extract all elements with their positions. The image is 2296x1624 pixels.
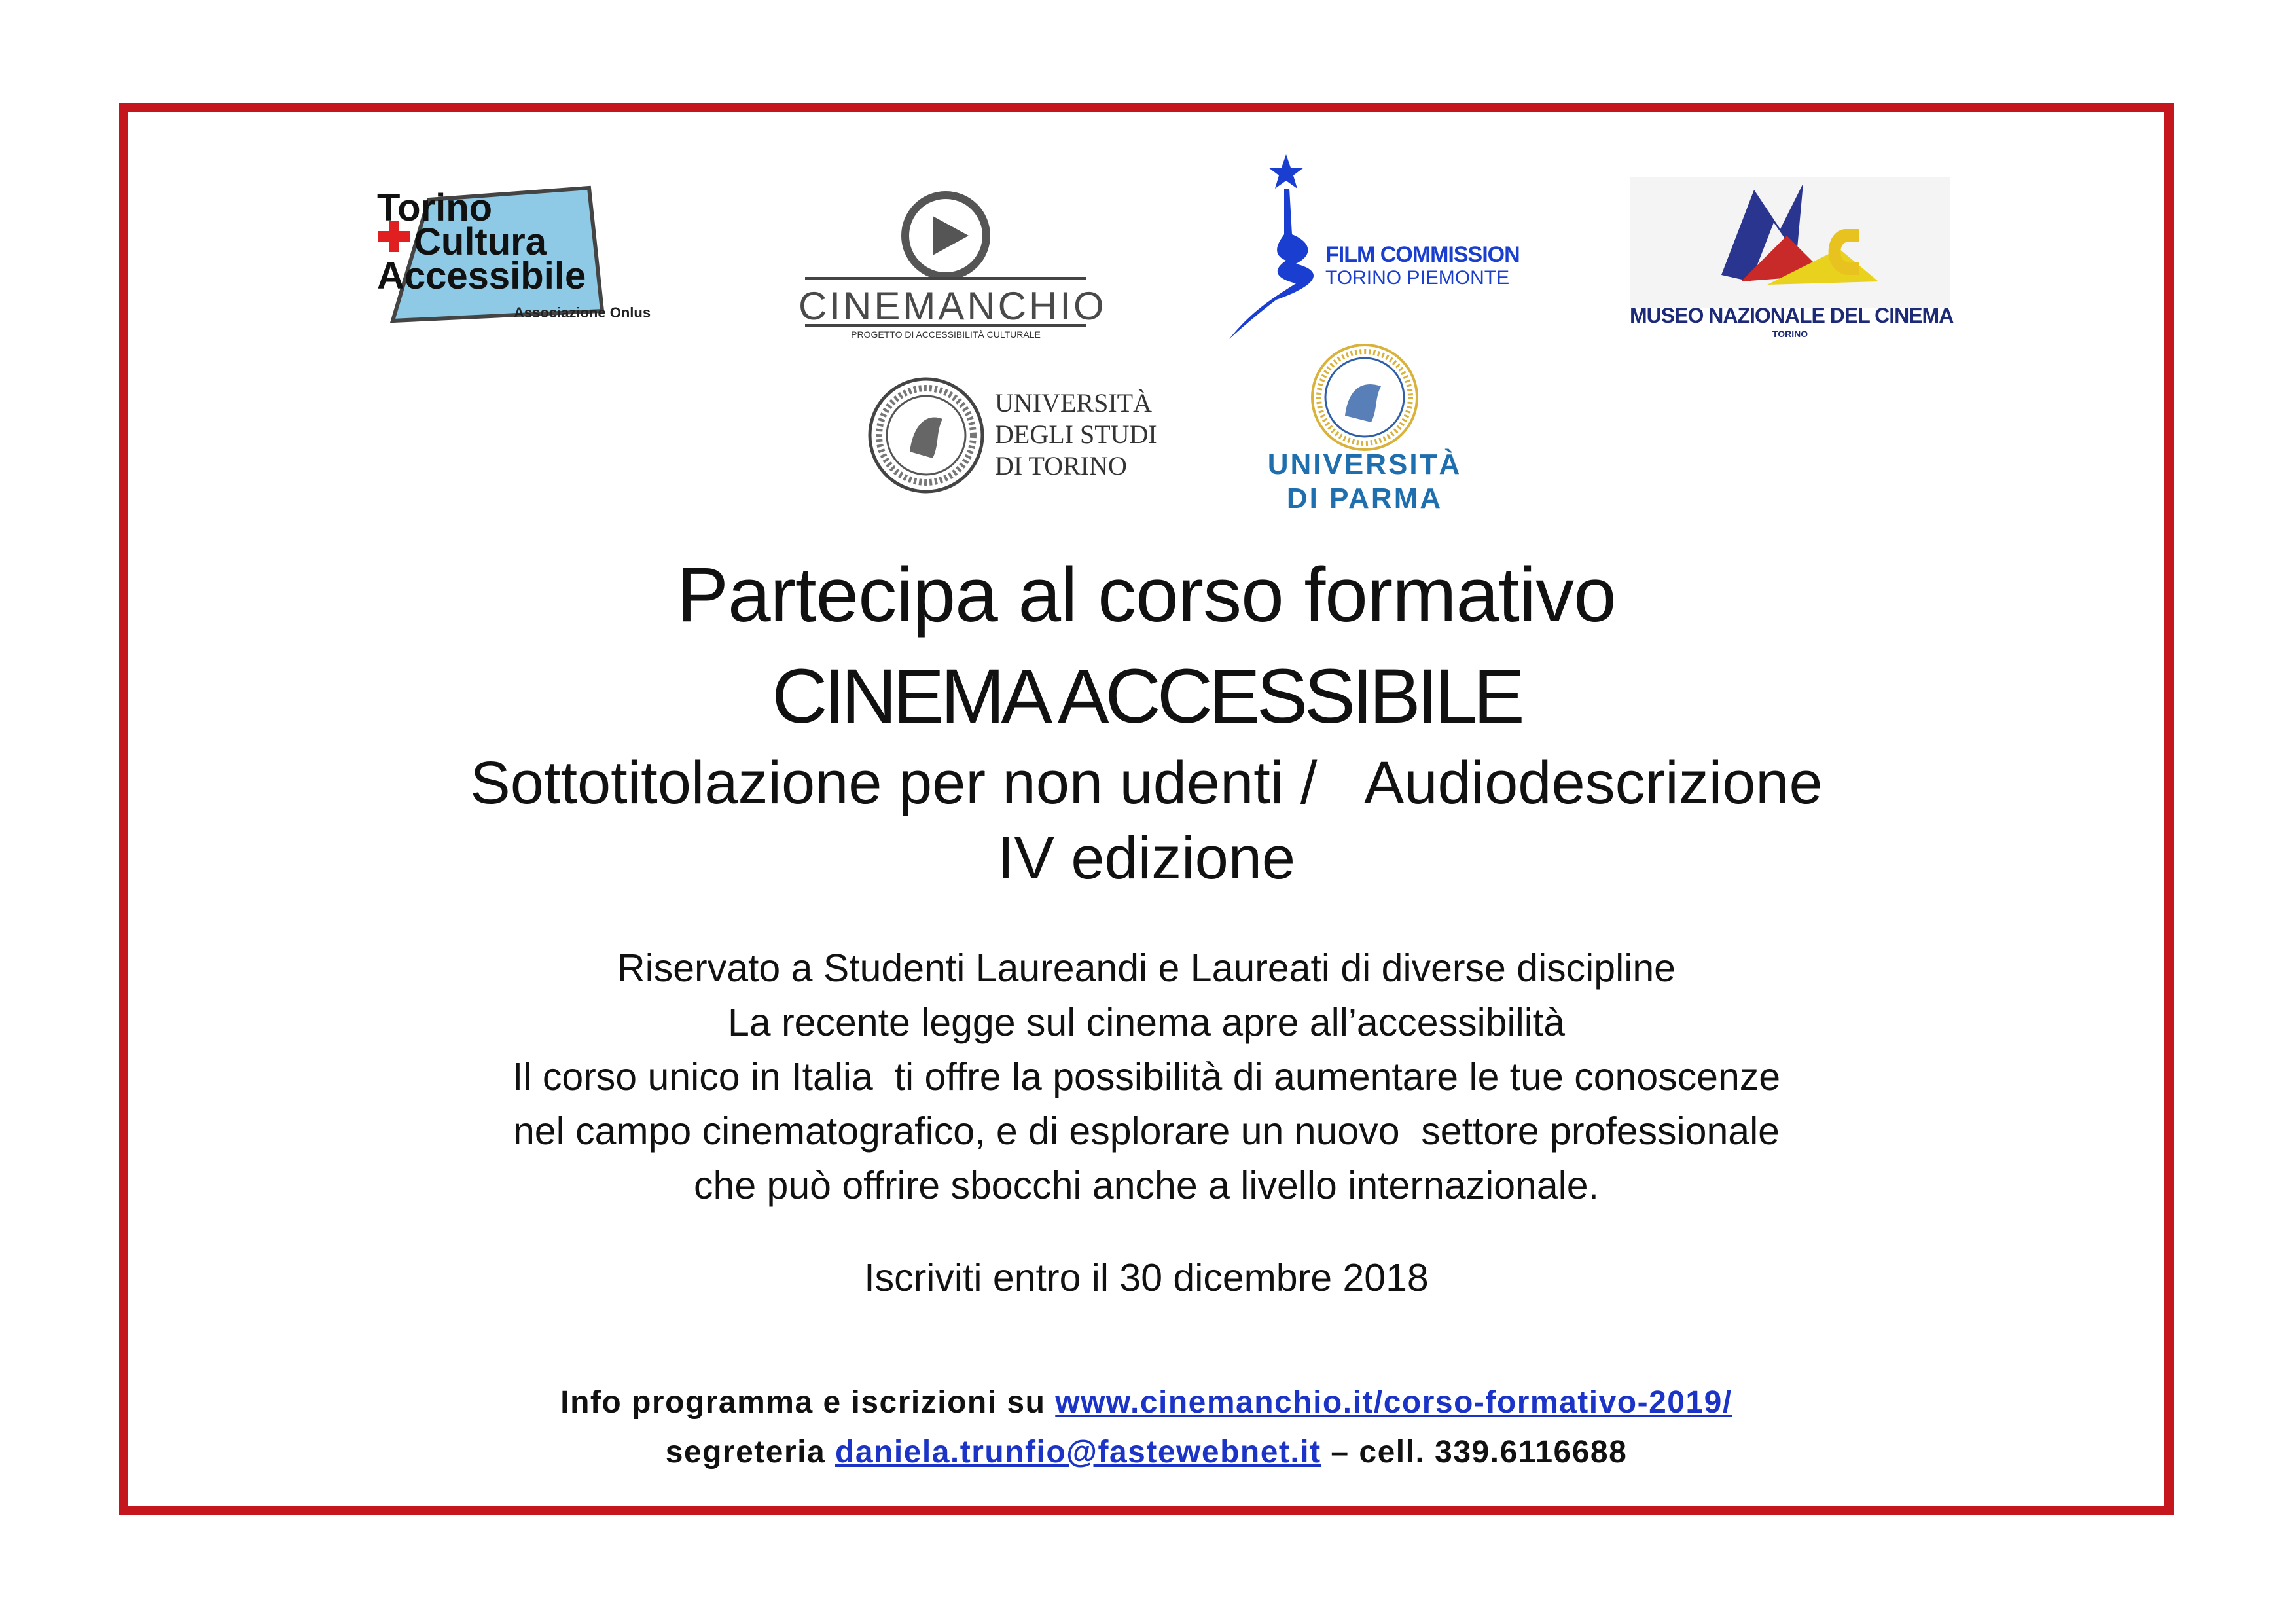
unito-logo — [864, 373, 1204, 497]
description-line-5: che può offrire sbocchi anche a livello internazionale. — [694, 1164, 1599, 1207]
film-commission-line1: FILM COMMISSION — [1325, 242, 1520, 267]
unito-line1: UNIVERSITÀ — [995, 388, 1152, 418]
email-link[interactable]: daniela.trunfio@fastewebnet.it — [835, 1435, 1321, 1470]
contact-phone: – cell. 339.6116688 — [1321, 1435, 1628, 1470]
unito-line2: DEGLI STUDI — [995, 420, 1157, 449]
torino-cultura-line3: Accessibile — [377, 255, 586, 297]
film-commission-logo — [1224, 149, 1518, 346]
torino-cultura-line2: Cultura — [414, 221, 547, 263]
torino-cultura-sub: Associazione Onlus — [514, 304, 651, 321]
torino-cultura-line1: Torino — [377, 187, 493, 229]
unito-seal-icon — [864, 373, 995, 497]
description-line-2: La recente legge sul cinema apre all’accessibilità — [727, 1001, 1566, 1044]
description-line-4: nel campo cinematografico, e di esplorare un nuovo settore professionale — [512, 1110, 1780, 1153]
heading-course-name: CINEMA ACCESSIBILE — [772, 653, 1521, 740]
registration-deadline: Iscriviti entro il 30 dicembre 2018 — [864, 1256, 1429, 1299]
description-line-3: Il corso unico in Italia ti offre la possibilità di aumentare le tue conoscenze — [512, 1055, 1781, 1098]
contact-prefix: segreteria — [665, 1435, 835, 1470]
course-url-link[interactable]: www.cinemanchio.it/corso-formativo-2019/ — [1055, 1385, 1732, 1420]
unipr-line1: UNIVERSITÀ — [1267, 448, 1462, 480]
unito-line3: DI TORINO — [995, 451, 1127, 480]
cinemanchio-sub: PROGETTO DI ACCESSIBILITÀ CULTURALE — [851, 329, 1041, 340]
description-line-1: Riservato a Studenti Laureandi e Laureati di diverse discipline — [617, 947, 1676, 990]
cinemanchio-name: CINEMANCHIO — [798, 284, 1107, 328]
heading-title: Partecipa al corso formativo — [677, 552, 1616, 638]
description-block — [119, 941, 2174, 1213]
unipr-logo — [1257, 344, 1473, 514]
museo-line1: MUSEO NAZIONALE DEL CINEMA — [1630, 304, 1954, 327]
contact-line — [119, 1435, 2174, 1470]
heading-edition: IV edizione — [997, 825, 1296, 892]
unipr-seal-icon — [1257, 344, 1473, 455]
info-prefix: Info programma e iscrizioni su — [560, 1385, 1056, 1420]
unipr-line2: DI PARMA — [1286, 482, 1443, 514]
cinemanchio-logo — [798, 187, 1107, 350]
film-commission-line2: TORINO PIEMONTE — [1325, 267, 1510, 289]
torino-cultura-accessibile-logo — [367, 180, 707, 337]
museo-line2: TORINO — [1772, 329, 1808, 339]
museo-nazionale-cinema-logo — [1630, 177, 1954, 347]
info-line — [119, 1386, 2174, 1420]
heading-subtitle: Sottotitolazione per non udenti / Audiodescrizione — [470, 749, 1823, 816]
